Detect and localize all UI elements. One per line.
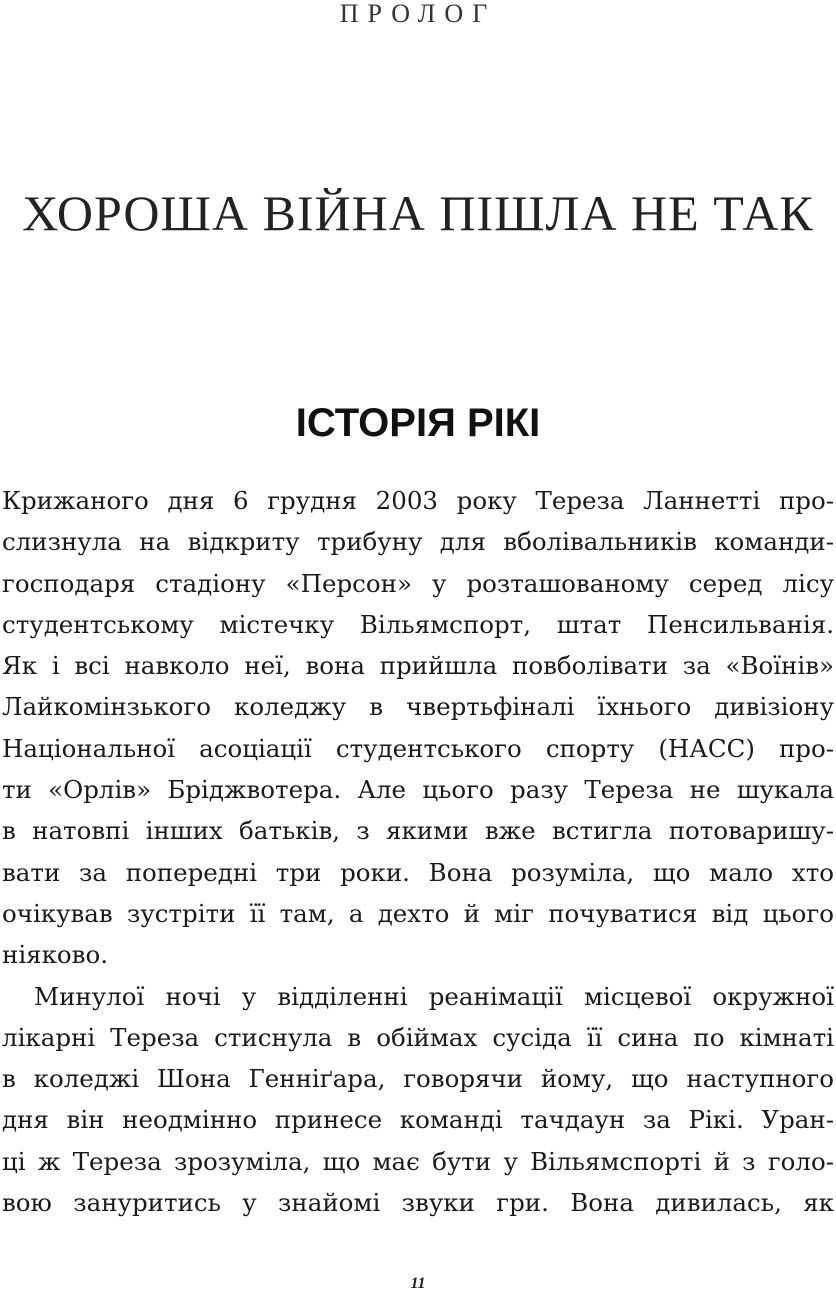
running-head: ПРОЛОГ: [339, 0, 497, 28]
text-line: Лайкомінзького коледжу в чвертьфіналі їхнього дивізіону: [2, 692, 834, 722]
text-line: Як і всі навколо неї, вона прийшла повболівати за «Воїнів»: [2, 651, 834, 681]
text-line: очікував зустріти її там, а дехто й міг почуватися від цього: [2, 898, 834, 928]
text-line: Крижаного дня 6 грудня 2003 року Тереза Ланнетті про-: [2, 486, 834, 515]
text-line: вати за попередні три роки. Вона розуміла, що мало хто: [2, 857, 834, 887]
page-number: 11: [410, 1275, 426, 1292]
text-line: Національної асоціації студентського спорту (НАСС) про-: [2, 733, 834, 763]
text-line: ці ж Тереза зрозуміла, що має бути у Вільямспорті й з голо-: [2, 1146, 834, 1176]
text-line: лікарні Тереза стиснула в обіймах сусіда її сина по кімнаті: [2, 1022, 834, 1052]
part-title: ХОРОША ВІЙНА ПІШЛА НЕ ТАК: [22, 185, 814, 241]
text-line: вою зануритись у знайомі звуки гри. Вона дивилась, як: [2, 1188, 834, 1218]
text-line: ти «Орлів» Бріджвотера. Але цього разу Тереза не шукала: [2, 775, 834, 805]
text-line: в натовпі інших батьків, з якими вже встигла потоваришу-: [2, 816, 834, 846]
text-line: студентському містечку Вільямспорт, штат Пенсильванія.: [2, 609, 834, 639]
text-line: дня він неодмінно принесе команді тачдаун за Рікі. Уран-: [2, 1105, 834, 1135]
text-line: ніяково.: [2, 940, 109, 970]
chapter-title: ІСТОРІЯ РІКІ: [295, 401, 541, 445]
text-line: слизнула на відкриту трибуну для вболівальників команди-: [2, 527, 834, 557]
text-line: Минулої ночі у відділенні реанімації місцевої окружної: [34, 981, 834, 1011]
text-line: в коледжі Шона Генніґара, говорячи йому, що наступного: [2, 1064, 834, 1094]
text-line: господаря стадіону «Персон» у розташованому серед лісу: [2, 568, 834, 598]
body-text: [2, 480, 834, 1223]
